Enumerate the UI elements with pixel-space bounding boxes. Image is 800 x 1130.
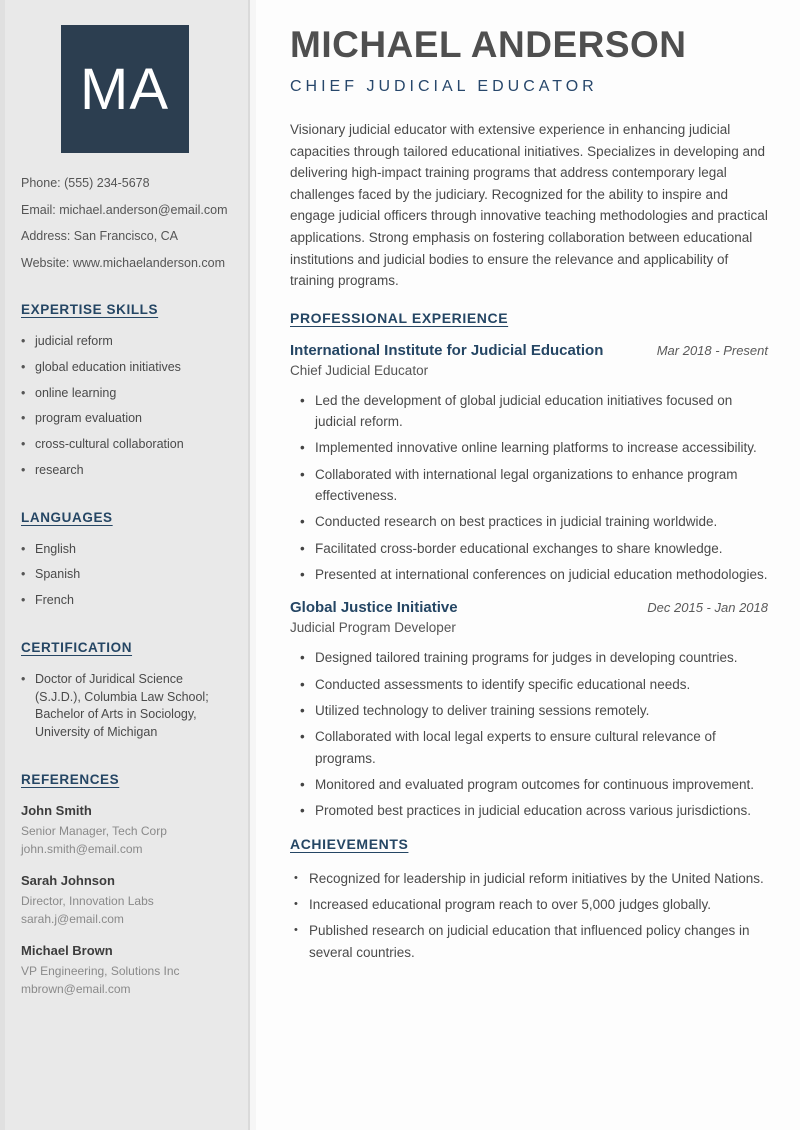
job-bullet-list — [300, 647, 768, 821]
job-bullet: • Collaborated with local legal experts to ensure cultural relevance of programs. — [300, 726, 768, 769]
reference-entry — [21, 873, 228, 928]
reference-name: John Smith — [21, 802, 92, 818]
contact-address: Address: San Francisco, CA — [21, 229, 179, 243]
achievement-item: • Published research on judicial education that influenced policy changes in several countries. — [294, 920, 768, 963]
job-bullet: • Facilitated cross-border educational exchanges to share knowledge. — [300, 538, 768, 559]
reference-role: Senior Manager, Tech Corp — [21, 823, 167, 838]
contact-email: Email: michael.anderson@email.com — [21, 202, 228, 217]
reference-role: Director, Innovation Labs — [21, 893, 154, 908]
job-header — [290, 342, 768, 359]
job-bullet: • Led the development of global judicial education initiatives focused on judicial reform. — [300, 390, 768, 433]
references-heading: REFERENCES — [21, 771, 120, 787]
job-bullet: • Designed tailored training programs for judges in developing countries. — [300, 647, 768, 668]
achievements-heading: ACHIEVEMENTS — [290, 835, 409, 852]
person-job-title: CHIEF JUDICIAL EDUCATOR — [290, 78, 598, 95]
achievements-list — [294, 868, 768, 963]
certification-list — [21, 671, 228, 742]
resume-sidebar — [0, 0, 250, 1130]
job-bullet: • Collaborated with international legal organizations to enhance program effectiveness. — [300, 464, 768, 507]
skill-item: • online learning — [21, 385, 228, 403]
resume-main — [256, 0, 800, 1130]
company-name: Global Justice Initiative — [290, 599, 458, 617]
achievement-item: • Increased educational program reach to over 5,000 judges globally. — [294, 894, 768, 915]
avatar-initials: MA — [80, 56, 169, 122]
job-bullet: • Conducted research on best practices in judicial training worldwide. — [300, 511, 768, 532]
reference-name: Michael Brown — [21, 942, 113, 958]
job-header — [290, 599, 768, 616]
skill-item: • judicial reform — [21, 333, 228, 351]
skill-item: • global education initiatives — [21, 359, 228, 377]
job-bullet: • Utilized technology to deliver training sessions remotely. — [300, 700, 768, 721]
certification-heading: CERTIFICATION — [21, 639, 133, 655]
language-item: • Spanish — [21, 566, 228, 584]
job-bullet: • Implemented innovative online learning platforms to increase accessibility. — [300, 437, 768, 458]
company-name: International Institute for Judicial Education — [290, 341, 604, 359]
reference-name: Sarah Johnson — [21, 872, 115, 888]
language-item: • English — [21, 541, 228, 559]
person-name: MICHAEL ANDERSON — [290, 24, 687, 65]
achievement-item: • Recognized for leadership in judicial reform initiatives by the United Nations. — [294, 868, 768, 889]
job-dates: Dec 2015 - Jan 2018 — [647, 600, 768, 616]
reference-entry — [21, 803, 228, 858]
contact-info — [21, 175, 228, 272]
skills-list — [21, 333, 228, 480]
languages-list — [21, 541, 228, 610]
job-bullet: • Monitored and evaluated program outcomes for continuous improvement. — [300, 774, 768, 795]
job-bullet: • Promoted best practices in judicial education across various jurisdictions. — [300, 800, 768, 821]
job-entry — [290, 342, 768, 586]
language-item: • French — [21, 592, 228, 610]
skill-item: • research — [21, 462, 228, 480]
avatar — [61, 25, 189, 153]
contact-phone: Phone: (555) 234-5678 — [21, 176, 150, 190]
skills-heading: EXPERTISE SKILLS — [21, 302, 159, 317]
job-role: Chief Judicial Educator — [290, 362, 429, 378]
skill-item: • program evaluation — [21, 410, 228, 428]
job-bullet: • Presented at international conferences on judicial education methodologies. — [300, 564, 768, 585]
summary-paragraph: Visionary judicial educator with extensive experience in enhancing judicial capacities through tailored educational initiatives. Specializes in developing and delivering high-impact training programs that address contemporary legal challenges faced by the judiciary. Recognized for the ability to inspire and engage judicial officers through innovative teaching methodologies and practical applications. Strong emphasis on fostering collaboration between educational institutions and judicial bodies to ensure the relevance and applicability of training programs. — [290, 122, 768, 289]
reference-role: VP Engineering, Solutions Inc — [21, 963, 180, 978]
reference-email: mbrown@email.com — [21, 981, 131, 996]
job-role: Judicial Program Developer — [290, 620, 456, 636]
contact-website: Website: www.michaelanderson.com — [21, 255, 226, 270]
reference-email: john.smith@email.com — [21, 841, 143, 856]
certification-item: • Doctor of Juridical Science (S.J.D.), Columbia Law School; Bachelor of Arts in Sociology, University of Michigan — [21, 671, 228, 742]
reference-email: sarah.j@email.com — [21, 911, 124, 926]
job-dates: Mar 2018 - Present — [656, 342, 768, 358]
experience-heading: PROFESSIONAL EXPERIENCE — [290, 309, 509, 326]
languages-heading: LANGUAGES — [21, 509, 113, 525]
job-bullet: • Conducted assessments to identify specific educational needs. — [300, 674, 768, 695]
skill-item: • cross-cultural collaboration — [21, 436, 228, 454]
reference-entry — [21, 943, 228, 998]
job-entry — [290, 599, 768, 821]
job-bullet-list — [300, 390, 768, 586]
